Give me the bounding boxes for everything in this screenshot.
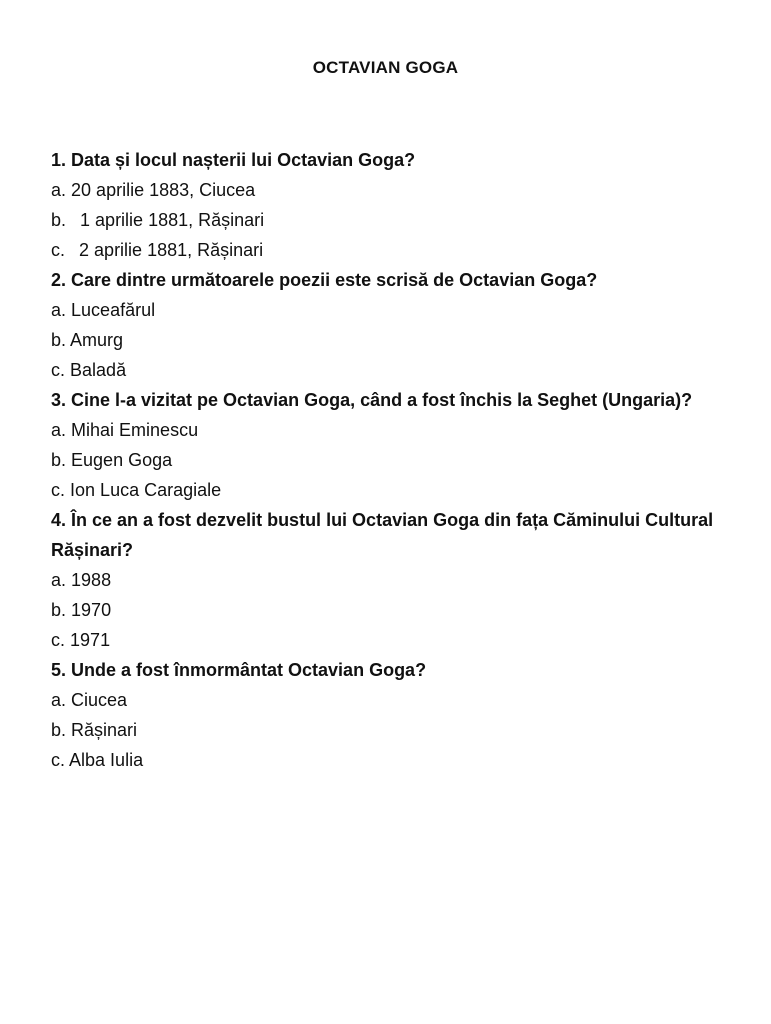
option-letter: b. (51, 210, 67, 230)
option-letter: a. (51, 690, 67, 710)
page-title: OCTAVIAN GOGA (312, 58, 459, 77)
option-text: 2 aprilie 1881, Rășinari (79, 240, 264, 260)
option-text: Alba Iulia (69, 750, 144, 770)
option-3c (51, 475, 751, 505)
option-1c (51, 235, 751, 265)
option-3b (51, 445, 751, 475)
option-letter: c. (51, 750, 66, 770)
option-letter: c. (51, 360, 66, 380)
option-letter: a. (51, 300, 67, 320)
option-text: Luceafărul (71, 300, 156, 320)
option-text: Amurg (70, 330, 124, 350)
option-text: Eugen Goga (71, 450, 173, 470)
option-text: 20 aprilie 1883, Ciucea (71, 180, 256, 200)
option-1b (51, 205, 751, 235)
question-3: 3. Cine l-a vizitat pe Octavian Goga, când a fost închis la Seghet (Ungaria)? (51, 390, 693, 410)
option-text: 1988 (71, 570, 112, 590)
question-4: 4. În ce an a fost dezvelit bustul lui Octavian Goga din fața Căminului Cultural Rășinari? (51, 510, 714, 560)
option-letter: a. (51, 570, 67, 590)
option-letter: c. (51, 240, 66, 260)
option-letter: c. (51, 630, 66, 650)
option-4b (51, 595, 751, 625)
option-letter: b. (51, 720, 67, 740)
quiz-list (51, 145, 751, 775)
option-text: Baladă (70, 360, 127, 380)
option-text: Rășinari (71, 720, 138, 740)
option-text: 1 aprilie 1881, Rășinari (80, 210, 265, 230)
option-1a (51, 175, 751, 205)
option-text: Mihai Eminescu (71, 420, 199, 440)
option-text: Ciucea (71, 690, 128, 710)
option-4a (51, 565, 751, 595)
option-5a (51, 685, 751, 715)
option-letter: b. (51, 600, 67, 620)
option-5b (51, 715, 751, 745)
option-4c (51, 625, 751, 655)
option-text: 1970 (71, 600, 112, 620)
option-letter: a. (51, 180, 67, 200)
option-letter: b. (51, 330, 67, 350)
option-letter: b. (51, 450, 67, 470)
option-2b (51, 325, 751, 355)
option-3a (51, 415, 751, 445)
option-2a (51, 295, 751, 325)
question-2: 2. Care dintre următoarele poezii este scrisă de Octavian Goga? (51, 270, 598, 290)
question-1: 1. Data și locul nașterii lui Octavian Goga? (51, 150, 416, 170)
option-letter: a. (51, 420, 67, 440)
option-2c (51, 355, 751, 385)
question-5: 5. Unde a fost înmormântat Octavian Goga? (51, 660, 427, 680)
option-text: 1971 (70, 630, 111, 650)
option-text: Ion Luca Caragiale (70, 480, 222, 500)
option-letter: c. (51, 480, 66, 500)
option-5c (51, 745, 751, 775)
